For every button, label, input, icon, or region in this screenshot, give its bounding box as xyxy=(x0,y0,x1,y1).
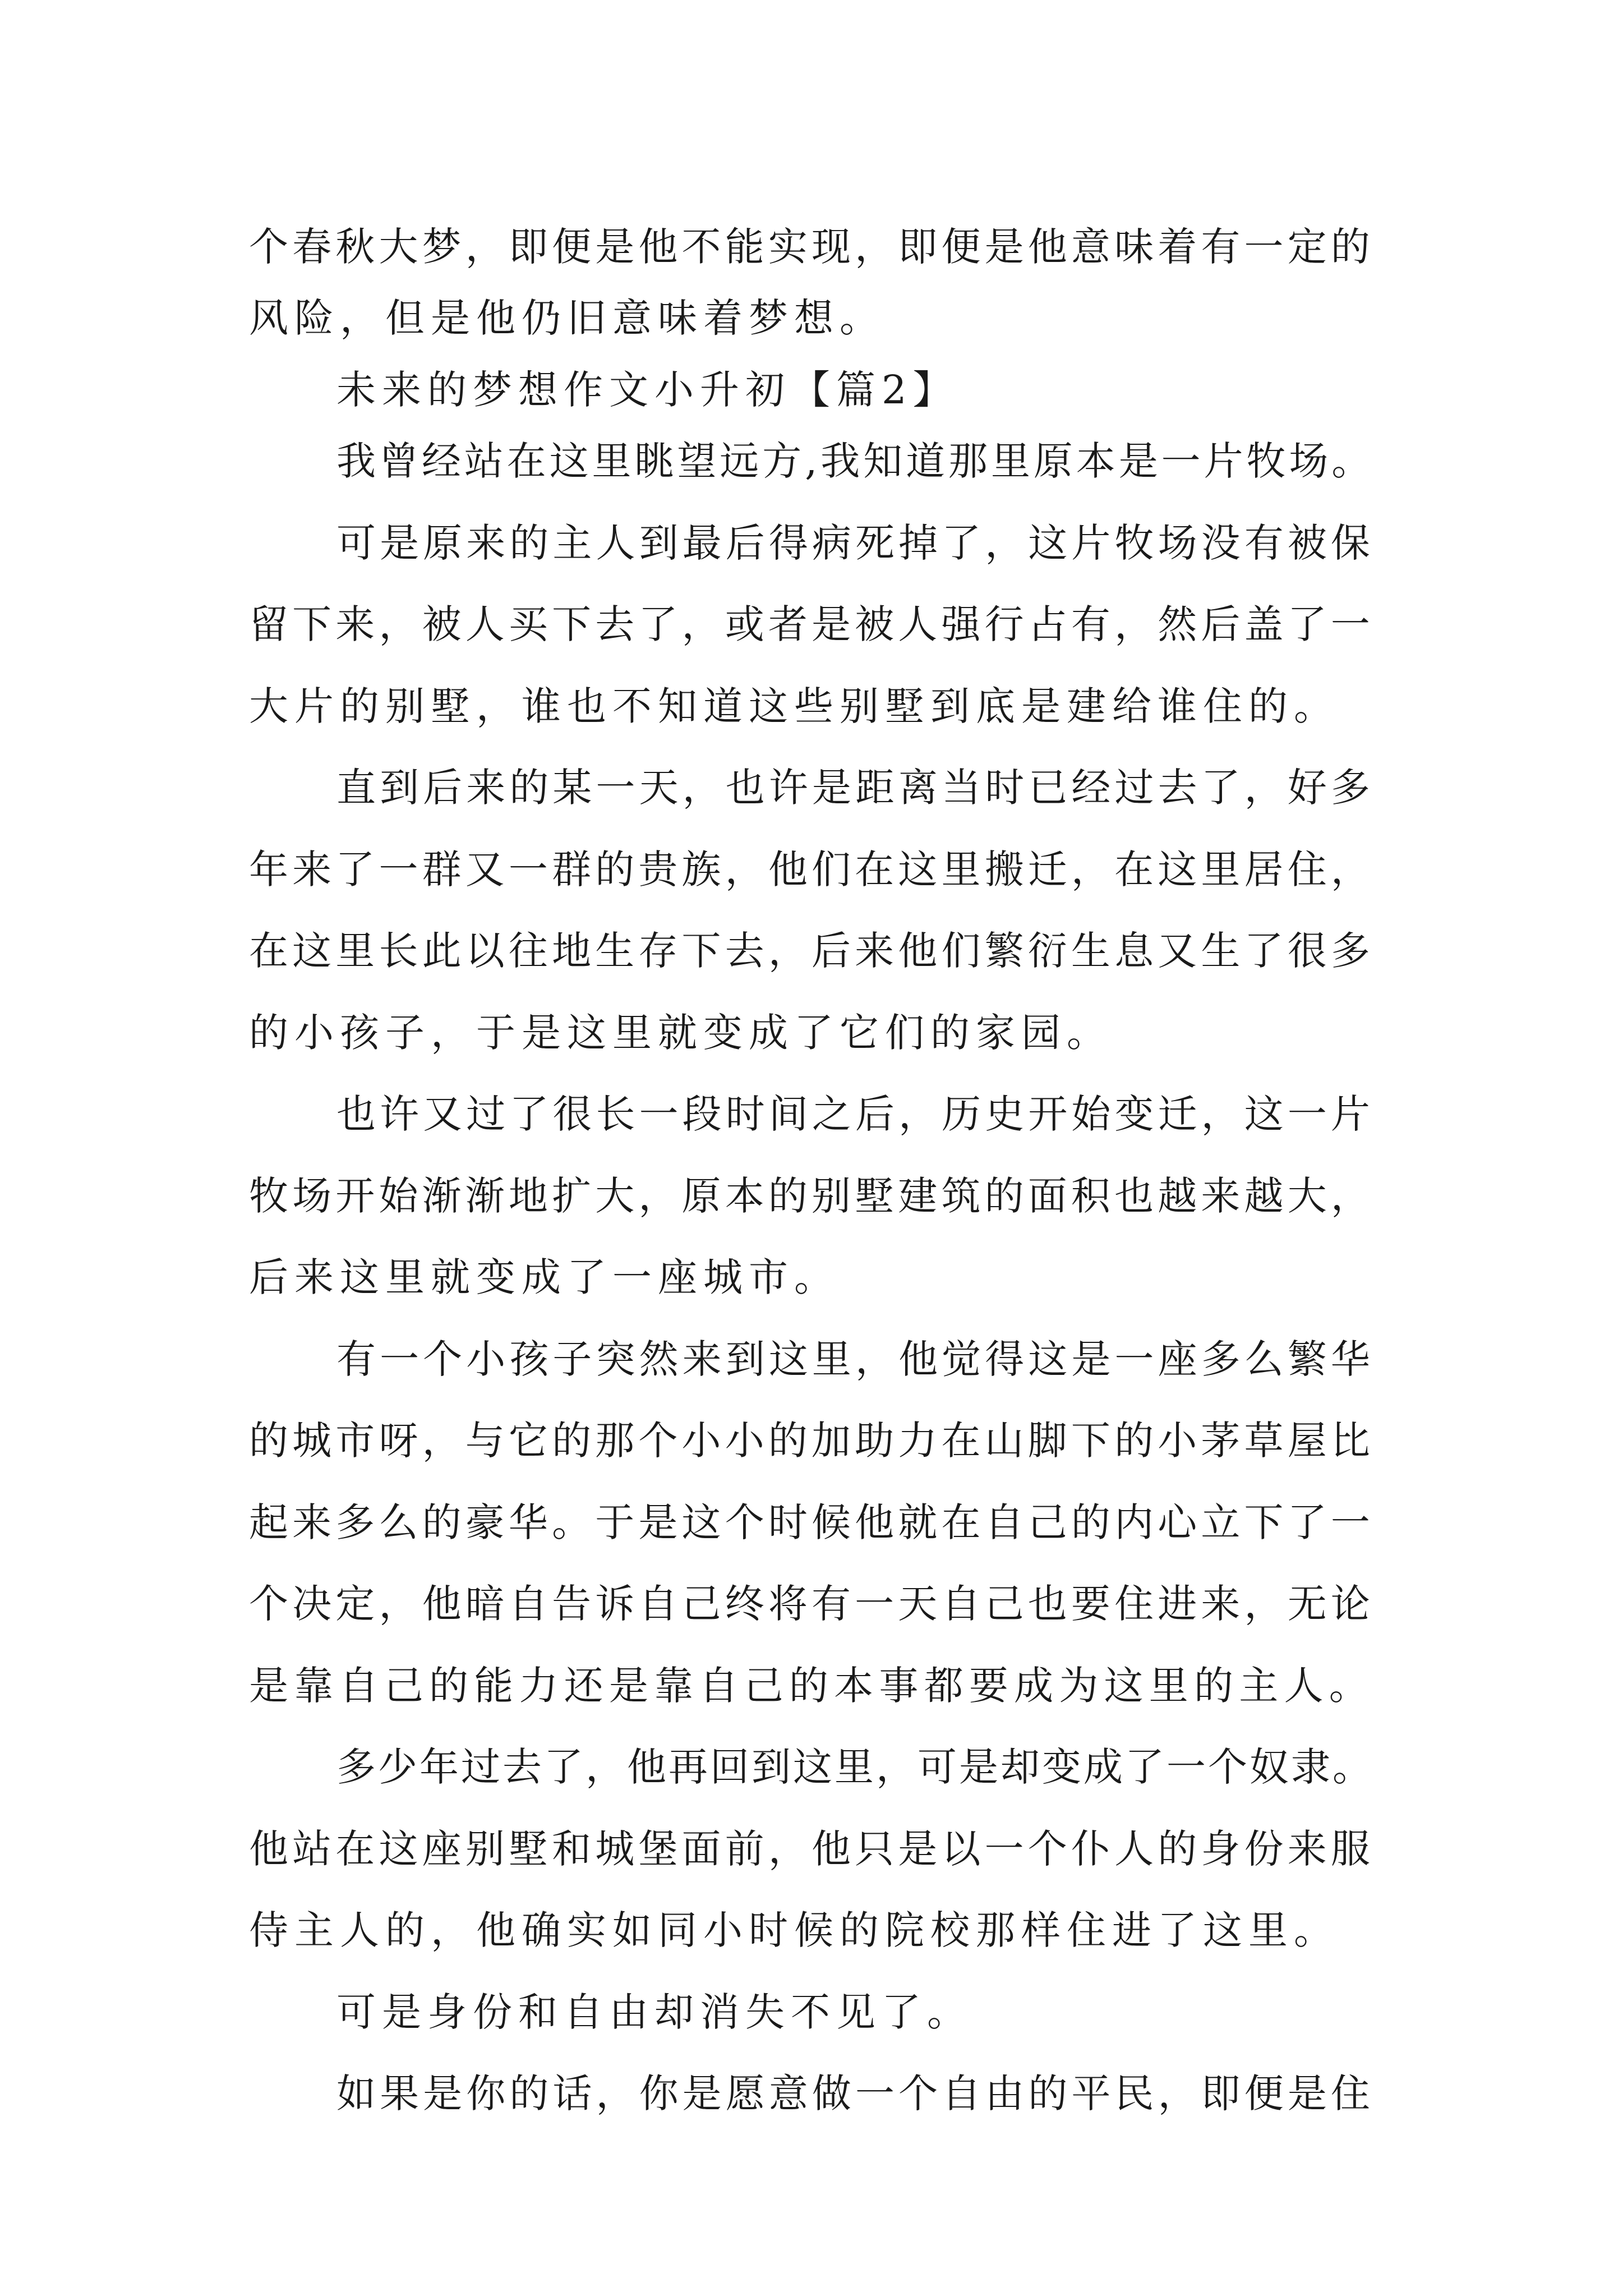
text-line: 的小孩子，于是这里就变成了它们的家园。 xyxy=(249,1010,1112,1056)
text-line: 可是原来的主人到最后得病死掉了，这片牧场没有被保 xyxy=(336,520,1374,566)
text-line: 的城市呀，与它的那个小小的加助力在山脚下的小茅草屋比 xyxy=(249,1418,1374,1464)
text-line: 个决定，他暗自告诉自己终将有一天自己也要住进来，无论 xyxy=(249,1581,1374,1627)
text-line: 牧场开始渐渐地扩大，原本的别墅建筑的面积也越来越大， xyxy=(249,1173,1374,1219)
text-line: 大片的别墅，谁也不知道这些别墅到底是建给谁住的。 xyxy=(249,683,1339,729)
text-line: 风险，但是他仍旧意味着梦想。 xyxy=(249,295,885,341)
text-line: 直到后来的某一天，也许是距离当时已经过去了，好多 xyxy=(336,765,1374,811)
text-line: 后来这里就变成了一座城市。 xyxy=(249,1254,840,1300)
text-line: 有一个小孩子突然来到这里，他觉得这是一座多么繁华 xyxy=(336,1336,1374,1382)
text-line: 也许又过了很长一段时间之后，历史开始变迁，这一片 xyxy=(336,1091,1374,1137)
section-heading: 未来的梦想作文小升初【篇2】 xyxy=(336,367,958,413)
text-line: 年来了一群又一群的贵族，他们在这里搬迁，在这里居住， xyxy=(249,846,1374,892)
text-line: 我曾经站在这里眺望远方,我知道那里原本是一片牧场。 xyxy=(336,438,1375,484)
text-line: 侍主人的，他确实如同小时候的院校那样住进了这里。 xyxy=(249,1907,1339,1953)
text-line: 多少年过去了，他再回到这里，可是却变成了一个奴隶。 xyxy=(336,1744,1374,1790)
text-line: 个春秋大梦，即便是他不能实现，即便是他意味着有一定的 xyxy=(249,224,1374,270)
text-line: 起来多么的豪华。于是这个时候他就在自己的内心立下了一 xyxy=(249,1499,1374,1545)
text-line: 可是身份和自由却消失不见了。 xyxy=(336,1989,972,2035)
text-line: 他站在这座别墅和城堡面前，他只是以一个仆人的身份来服 xyxy=(249,1826,1374,1872)
text-line: 留下来，被人买下去了，或者是被人强行占有，然后盖了一 xyxy=(249,601,1374,647)
text-line: 在这里长此以往地生存下去，后来他们繁衍生息又生了很多 xyxy=(249,928,1374,974)
text-line: 如果是你的话，你是愿意做一个自由的平民，即便是住 xyxy=(336,2070,1374,2116)
text-line: 是靠自己的能力还是靠自己的本事都要成为这里的主人。 xyxy=(249,1663,1374,1709)
